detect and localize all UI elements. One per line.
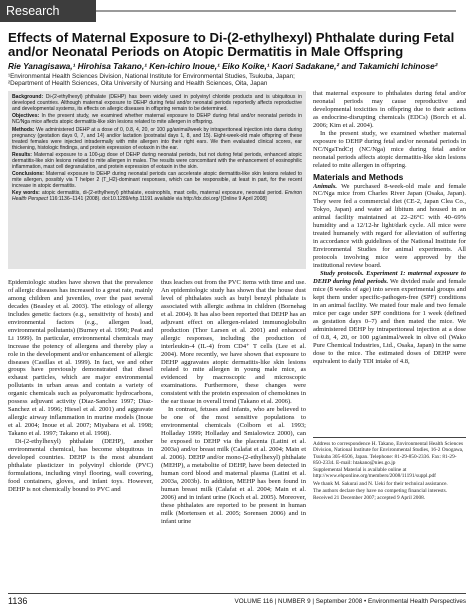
paragraph: Di-(2-ethylhexyl) phthalate (DEHP), another environmental chemical, has become ubiquitous in developed countries. DEHP is the most abundant phthalate plasticizer in polyvinyl chloride (PVC) formulations, including vinyl flooring, wall covering, food containers, gloves, and infant toys. However, DEHP is not chemically bound to PVC and [8,438,153,493]
paragraph: In the present study, we examined whether maternal exposure to DEHP during fetal and/or neonatal periods in NC/NgaTndCrj (NC/Nga) mice during fetal and/or neonatal periods affects atopic dermatitis-like skin lesions related to mite allergen in offspring. [313,129,466,169]
footnote-line: The authors declare they have no competing financial interests. [313,488,447,495]
abstract-results: Results: Maternal exposure to a 100-µg dose of DEHP during neonatal periods, but not during fetal periods, enhanced atopic dermatitis-like skin lesions related to mite allergen in males. The results were concomitant with the enhancement of eosinophilic inflammation, mast cell degranulation, and protein expression of eotaxin in the skin. [12,151,302,170]
abstract-conclusions: Conclusions: Maternal exposure to DEHP during neonatal periods can accelerate atopic dermatitis-like skin lesions related to mite allergen, possibly via T helper 2 (T_H2)-dominant responses, which can be responsible, at least in part, for the recent increase in atopic dermatitis. [12,171,302,190]
article-title: Effects of Maternal Exposure to Di-(2-ethylhexyl) Phthalate during Fetal and/or Neonatal Periods on Atopic Dermatitis in Male Offspring [8,30,455,59]
footer-rule [8,593,466,594]
abstract-methods: Methods: We administered DEHP at a dose of 0, 0.8, 4, 20, or 100 µg/animal/week by intraperitoneal injection into dams during pregnancy (gestation days 0, 7, and 14) and/or lactation (postnatal days 1, 8, and 15). Eight-week-old male offspring of these treated females were injected intradermally with mite allergen into their right ears. We then evaluated clinical scores, ear thickening, histologic findings, and protein expression of eotaxin in the ear. [12,126,302,151]
paragraph-animals: Animals. We purchased 8-week-old male and female NC/Nga mice from Charles River Japan (Osaka, Japan). They were fed a commercial diet (CE-2, Japan Clea Co., Tokyo, Japan) and water ad libitum and housed in an animal facility maintained at 22–26°C with 40–69% humidity and a 12/12-hr light/dark cycle. All mice were treated humanely with regard for alleviation of suffering in accordance with guidelines of the National Institute for Environmental Studies for animal experiments. All protocols involving mice were approved by the institutional review board. [313,182,466,270]
body-column-1 [8,279,153,589]
abstract-background: Background: Di-(2-ethylhexyl) phthalate (DEHP) has been widely used in polyvinyl chloride products and is ubiquitous in developed countries. Although maternal exposure to DEHP during fetal and/or neonatal periods reportedly affects reproductive and developmental systems, its effects on allergic diseases in offspring remain to be determined. [12,94,302,112]
paragraph: Epidemiologic studies have shown that the prevalence of allergic diseases has increased to a great rate, mainly among children and juveniles, over the past several decades (Beasley et al. 2003). The etiology of allergy includes genetic factors (e.g., sensitivity of hosts) and environmental factors (e.g., allergen load, environmental pollutants) (Burney et al. 1990; Peat and Li 1999). In particular, environmental chemicals may increase the potency of allergens and thereby play a role in the development and/or enhancement of allergic diseases (Casillas et al. 1999). In fact, we and other groups have previously demonstrated that diesel exhaust particles, which are major environmental pollutants in urban areas and contain a variety of organic chemicals such as polyaromatic hydrocarbons, possess adjuvant activity (Diaz-Sanchez 1997; Diaz-Sanchez et al. 1996; Hiesel et al. 2001) and aggravate allergic airway inflammation in murine models (Inoue et al. 2004; Inoue et al. 2007; Miyabara et al. 1998; Takano et al. 1997; Takano et al. 1998). [8,279,153,438]
author-list: Rie Yanagisawa,¹ Hirohisa Takano,¹ Ken-ichiro Inoue,¹ Eiko Koike,¹ Kaori Sadakane,² and Takamichi Ichinose² [8,61,438,71]
section-label: Research [0,0,96,22]
abstract-box [8,91,306,269]
section-heading: Materials and Methods [313,171,404,182]
affiliations: ¹Environmental Health Sciences Division, National Institute for Environmental Studies, Tsukuba, Japan; ²Department of Health Sciences, Oita University of Nursing and Health Sciences, Oita, Japan [8,73,295,88]
header-rule [96,10,456,12]
paragraph: that maternal exposure to phthalates during fetal and/or neonatal periods may cause reproductive and developmental toxicities in offspring due to their actions as endocrine-disrupting chemicals (EDCs) (Borch et al. 2006; Kim et al. 2004). [313,90,466,129]
body-column-3 [313,90,466,590]
footnote-line: Supplemental Material is available online at http://www.ehponline.org/members/2008/11191/suppl.pdf [313,467,436,480]
body-column-2 [161,279,306,589]
footnote-line: Address to correspondence H. Takano, Environmental Health Sciences Division, National Institute for Environmental Studies, 16-2 Onogawa, Tsukuba 305-8506, Japan. Telephone: 81-29-850-2336. Fax: 81-29-850-2334. E-mail: htakano@nies.go.jp [313,441,464,466]
footnote-line: We thank M. Sakurai and N. Ueki for their technical assistance. [313,480,448,487]
abstract-keywords: Key words: atopic dermatitis, di-(2-ethylhexyl) phthalate, eosinophils, mast cells, maternal exposure, neonatal period. Environ Health Perspect 116:1136–1141 (2008). doi:10.1289/ehp.11191 available via http://dx.doi.org/ [Online 9 April 2008] [12,190,302,203]
paragraph: thus leaches out from the PVC items with time and use. An epidemiologic study has shown that the house dust level of phthalates such as butyl benzyl phthalate is associated with allergic asthma in children (Bornehag et al. 2004). It has also been reported that DEHP has an adjuvant effect on allergen-related immunoglobulin production (Thor Larsen et al. 2001) and enhanced allergic responses, including the production of interleukin-4 (IL-4) from CD4⁺ T cells (Lee et al. 2004). More recently, we have shown that exposure to DEHP aggravates atopic dermatitis-like skin lesions related to mite allergen in young male mice, as evidenced by macroscopic and microscopic examinations. Furthermore, these changes were consistent with the protein expression of chemokines in the ear tissue in overall trend (Takano et al. 2006). [161,279,306,406]
journal-issue: VOLUME 116 | NUMBER 9 | September 2008 • Environmental Health Perspectives [234,598,466,605]
abstract-objectives: Objectives: In the present study, we examined whether maternal exposure to DEHP during fetal and/or neonatal periods in NC/Nga mice affects atopic dermatitis-like skin lesions related to mite allergen in offspring. [12,113,302,126]
page-number: 1136 [8,596,28,606]
paragraph-study-protocols: Study protocols. Experiment 1: maternal exposure to DEHP during fetal periods. We divided male and female mice (8 weeks of age) into seven experimental groups and kept them under specific-pathogen-free (SPF) conditions in an animal facility. We mated four male and two female mice per cage under SPF conditions for 1 week (defined as gestation days 0–7) and then mated the mice. We administered DEHP by intraperitoneal injection at a dose of 0.8, 4, 20, or 100 µg/animal/week in olive oil (Wako Pure Chemical Industries, Ltd., Osaka, Japan) in the same dose to the mice. The estimated doses of DEHP were equivalent to daily TDI intake of 4.8, [313,270,466,365]
correspondence-footnote [313,437,466,503]
footnote-line: Received 21 December 2007; accepted 9 April 2008. [313,495,426,502]
paragraph: In contrast, fetuses and infants, who are believed to be one of the most sensitive populations to environmental chemicals (Colborn et al. 1993; Holladay 1999; Holladay and Smialowicz 2000), can be exposed to DEHP via the placenta (Latini et al. 2003a) and/or breast milk (Calafat et al. 2004; Main et al. 2006). DEHP and/or mono-(2-ethylhexyl) phthalate (MEHP), a metabolite of DEHP, have been detected in human cord blood and maternal plasma (Latini et al. 2003a, 2003b). In addition, MEHP has been found in human breast milk (Calafat et al. 2004; Main et al. 2006) and in infant urine (Koch et al. 2005). Moreover, these phthalates are reported to be present in human milk (Mortensen et al. 2005; Sorensen 2006) and in infant urine [161,406,306,525]
